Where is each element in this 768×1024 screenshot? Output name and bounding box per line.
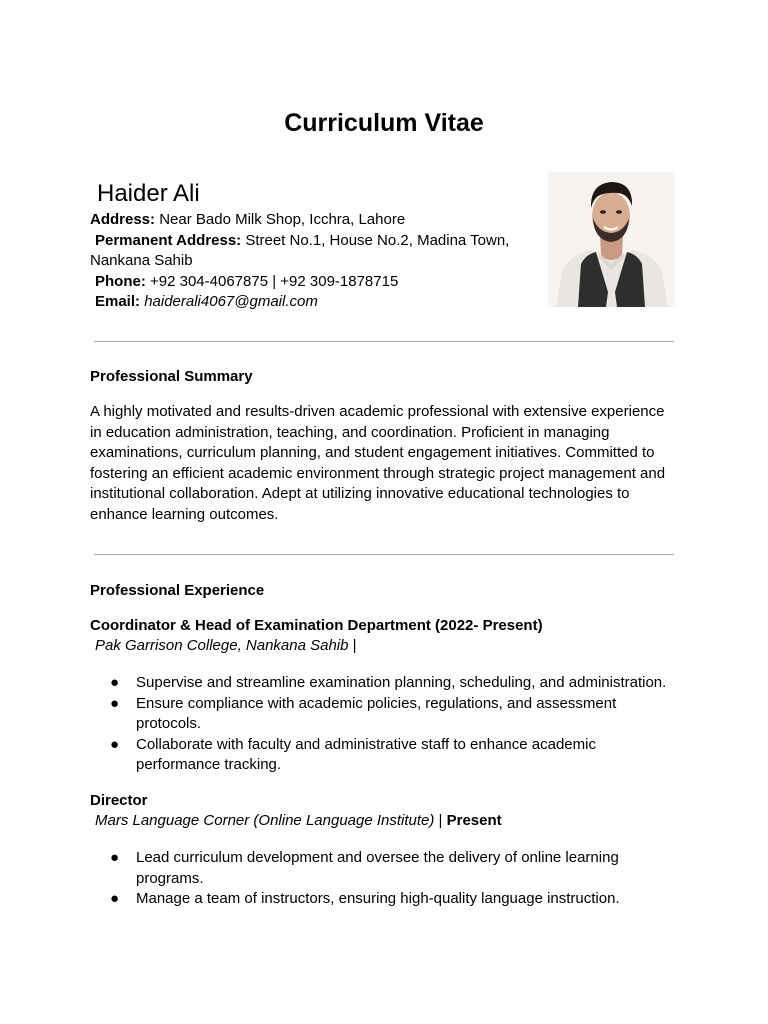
- email-value: haiderali4067@gmail.com: [144, 293, 318, 310]
- contact-block: [90, 210, 530, 313]
- bullet-icon: ●: [110, 674, 120, 691]
- job-separator: |: [348, 637, 357, 654]
- summary-text: A highly motivated and results-driven academic professional with extensive experience in education administration, teaching, and coordination. Proficient in managing examinations, curriculum planning, and student engagement initiatives. Committed to fostering an efficient academic environment through strategic project management and institutional collaboration. Adept at utilizing innovative educational technologies to enhance learning outcomes.: [90, 403, 666, 523]
- divider: [94, 554, 674, 555]
- permanent-address-value: Street No.1, House No.2, Madina Town,: [241, 231, 510, 249]
- duty-text: Lead curriculum development and oversee the delivery of online learning programs.: [136, 849, 619, 887]
- bullet-icon: ●: [110, 735, 120, 753]
- permanent-address-label: Permanent Address:: [95, 231, 242, 249]
- phone-line: [90, 272, 530, 293]
- job-organization-line: [95, 811, 502, 831]
- duty-text: Manage a team of instructors, ensuring high-quality language instruction.: [136, 890, 620, 908]
- bullet-icon: ●: [110, 890, 120, 908]
- job-organization: Mars Language Corner (Online Language Institute): [95, 812, 435, 829]
- permanent-address-city: Nankana Sahib: [90, 252, 193, 269]
- bullet-icon: ●: [110, 849, 120, 866]
- phone-label: Phone:: [95, 272, 146, 290]
- job-organization: Pak Garrison College, Nankana Sahib: [95, 637, 349, 654]
- job-status: Present: [446, 812, 502, 829]
- address-label: Address:: [90, 211, 156, 228]
- job-title: Director: [90, 792, 148, 809]
- permanent-address-line: [90, 231, 530, 252]
- job-title: Coordinator & Head of Examination Department (2022- Present): [90, 617, 543, 634]
- email-label: Email:: [95, 293, 141, 310]
- divider: [94, 341, 674, 342]
- job-separator: |: [434, 812, 447, 829]
- phone-value: +92 304-4067875 | +92 309-1878715: [145, 272, 399, 290]
- address-line: [90, 210, 530, 231]
- bullet-icon: ●: [110, 694, 120, 712]
- profile-photo: [548, 172, 675, 307]
- job-duties-list: [110, 673, 680, 776]
- list-item: [110, 694, 680, 735]
- list-item: [110, 735, 680, 776]
- email-line: [90, 292, 530, 313]
- job-duties-list: [110, 848, 680, 910]
- duty-text: Collaborate with faculty and administrative staff to enhance academic performance tracking.: [136, 735, 596, 774]
- profile-photo-illustration: [548, 172, 675, 307]
- list-item: [110, 673, 680, 694]
- duty-text: Ensure compliance with academic policies, regulations, and assessment protocols.: [136, 694, 617, 733]
- summary-heading: Professional Summary: [90, 368, 253, 385]
- address-value: Near Bado Milk Shop, Icchra, Lahore: [155, 211, 406, 228]
- list-item: [110, 889, 680, 910]
- candidate-name: Haider Ali: [97, 180, 200, 207]
- list-item: [110, 848, 680, 889]
- job-organization-line: [95, 636, 357, 656]
- experience-heading: Professional Experience: [90, 582, 265, 599]
- page-title: Curriculum Vitae: [284, 109, 484, 137]
- duty-text: Supervise and streamline examination planning, scheduling, and administration.: [136, 674, 667, 691]
